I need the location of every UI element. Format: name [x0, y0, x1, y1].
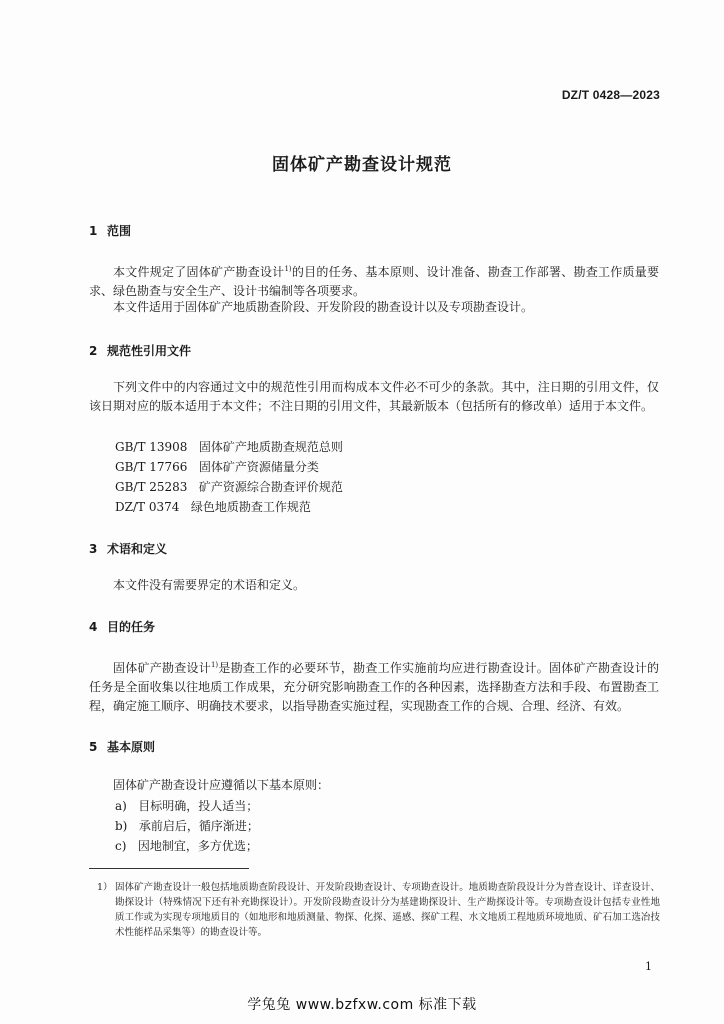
- scope-text-b: 的目的任务、基本原则、设计准备、勘查工作部署、勘查工作质量要求、绿色勘查与安全生产、设计书编制等各项要求。: [89, 265, 659, 298]
- section-heading-3: [89, 540, 167, 557]
- page-number: 1: [645, 960, 652, 973]
- footnote-mark: 1）: [97, 882, 113, 893]
- reference-item: [115, 478, 343, 495]
- section-title: 基本原则: [107, 740, 156, 754]
- reference-item: [115, 458, 319, 475]
- item-label: b): [115, 819, 128, 833]
- standard-code: DZ/T 0428—2023: [561, 88, 660, 102]
- footnote: [97, 880, 660, 940]
- section-title: 目的任务: [107, 620, 156, 634]
- document-title: 固体矿产勘查设计规范: [272, 155, 452, 175]
- reference-item: [115, 498, 311, 515]
- reference-title: 矿产资源综合勘查评价规范: [198, 480, 343, 494]
- scope-paragraph-1: [89, 260, 659, 301]
- principle-item: [115, 797, 258, 814]
- section-heading-4: [89, 618, 155, 635]
- footnote-ref: 1): [284, 265, 292, 273]
- section-number: 3: [89, 542, 98, 556]
- normative-refs-intro: 下列文件中的内容通过文中的规范性引用而构成本文件必不可少的条款。其中，注日期的引用文件，仅该日期对应的版本适用于本文件；不注日期的引用文件，其最新版本（包括所有的修改单）适用于本文件。: [89, 380, 659, 413]
- footnote-text: 固体矿产勘查设计一般包括地质勘查阶段设计、开发阶段勘查设计、专项勘查设计。地质勘查阶段设计分为普查设计、详查设计、勘探设计（特殊情况下还有补充勘探设计）。开发阶段勘查设计分为基建勘探设计、生产勘探设计等。专项勘查设计包括专业性地质工作或为实现专项地质目的（如地形和地质测量、物探、化探、遥感、探矿工程、水文地质工程地质环境地质、矿石加工选冶技术性能样品采集等）的勘查设计等。: [115, 882, 660, 938]
- reference-code: GB/T 25283: [115, 480, 188, 494]
- objectives-text-b: 是勘查工作的必要环节，勘查工作实施前均应进行勘查设计。固体矿产勘查设计的任务是全面收集以往地质工作成果，充分研究影响勘查工作的各种因素，选择勘查方法和手段、布置勘查工程，确定施工顺序、明确技术要求，以指导勘查实施过程，实现勘查工作的合规、合理、经济、有效。: [89, 661, 659, 713]
- section-title: 术语和定义: [107, 542, 168, 556]
- section-heading-2: [89, 342, 191, 359]
- section-number: 5: [89, 740, 98, 754]
- item-text: 因地制宜，多方优选；: [137, 839, 258, 853]
- reference-item: [115, 438, 343, 455]
- footnote-separator: [89, 868, 249, 869]
- reference-title: 绿色地质勘查工作规范: [190, 500, 311, 514]
- principle-item: [115, 817, 259, 834]
- section-heading-1: [89, 222, 131, 239]
- section-title: 范围: [107, 224, 132, 238]
- principle-item: [115, 837, 258, 854]
- item-text: 目标明确，投人适当；: [138, 799, 259, 813]
- section-heading-5: [89, 738, 155, 755]
- scope-text-a: 本文件规定了固体矿产勘查设计: [113, 265, 285, 279]
- watermark-text: 学兔兔 www.bzfxw.com 标准下载: [247, 997, 477, 1013]
- section-number: 2: [89, 344, 98, 358]
- section-number: 1: [89, 224, 98, 238]
- item-label: c): [115, 839, 127, 853]
- reference-title: 固体矿产资源储量分类: [198, 460, 319, 474]
- item-text: 承前启后，循序渐进；: [138, 819, 259, 833]
- section-title: 规范性引用文件: [107, 344, 192, 358]
- reference-code: DZ/T 0374: [115, 500, 180, 514]
- footnote-ref: 1): [210, 661, 219, 669]
- objectives-text-a: 固体矿产勘查设计: [113, 661, 211, 675]
- scope-paragraph-2: 本文件适用于固体矿产地质勘查阶段、开发阶段的勘查设计以及专项勘查设计。: [113, 300, 534, 314]
- terms-paragraph: 本文件没有需要界定的术语和定义。: [113, 578, 306, 592]
- reference-code: GB/T 17766: [115, 460, 188, 474]
- section-number: 4: [89, 620, 98, 634]
- reference-code: GB/T 13908: [115, 440, 188, 454]
- reference-title: 固体矿产地质勘查规范总则: [198, 440, 343, 454]
- item-label: a): [115, 799, 127, 813]
- objectives-paragraph: [89, 656, 659, 716]
- principles-intro: 固体矿产勘查设计应遵循以下基本原则：: [113, 778, 330, 792]
